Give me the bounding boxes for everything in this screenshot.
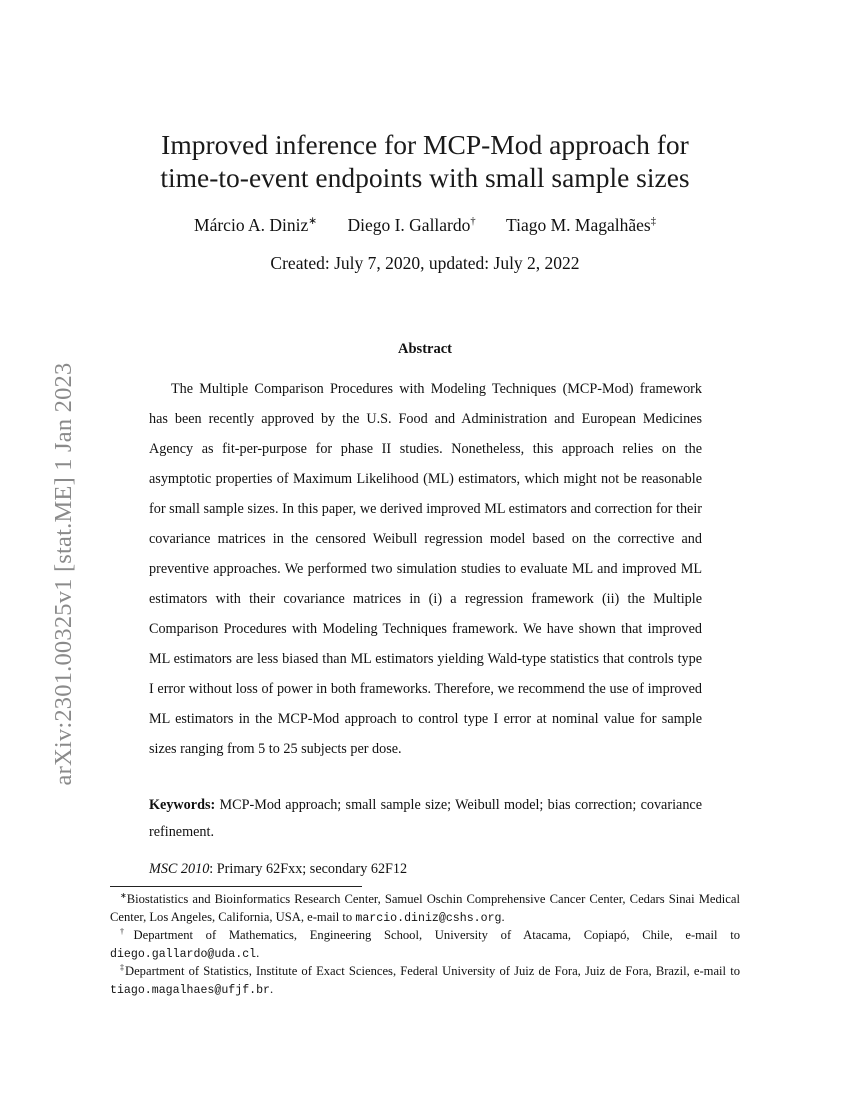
msc-classification <box>149 859 702 879</box>
author-1 <box>194 214 317 236</box>
author-footnote-mark[interactable]: ‡ <box>650 216 656 228</box>
footnote-mark: † <box>120 926 134 936</box>
keywords-text: MCP-Mod approach; small sample size; Weibull model; bias correction; covariance refinement. <box>149 797 703 840</box>
author-footnote-mark[interactable]: † <box>470 216 476 228</box>
author-3 <box>506 214 656 236</box>
footnote-end: . <box>256 945 260 960</box>
msc-text: : Primary 62Fxx; secondary 62F12 <box>209 861 408 877</box>
footnote-end: . <box>501 909 505 924</box>
footnotes <box>110 891 740 999</box>
keywords-block <box>149 792 702 846</box>
date-line: Created: July 7, 2020, updated: July 2, 2022 <box>270 253 580 273</box>
author-2 <box>347 214 475 236</box>
abstract-body: The Multiple Comparison Procedures with Modeling Techniques (MCP-Mod) framework has been recently approved by the U.S. Food and Administration and European Medicines Agency as fit-per-purpose for phase II studies. Nonetheless, this approach relies on the asymptotic properties of Maximum Likelihood (ML) estimators, which might not be reasonable for small sample sizes. In this paper, we derived improved ML estimators and correction for their covariance matrices in the censored Weibull regression model based on the corrective and preventive approaches. We performed two simulation studies to evaluate ML and improved ML estimators with their covariance matrices in (i) a regression framework (ii) the Multiple Comparison Procedures with Modeling Techniques framework. We have shown that improved ML estimators are less biased than ML estimators yielding Wald-type statistics that controls type I error without loss of power in both frameworks. Therefore, we recommend the use of improved ML estimators in the MCP-Mod approach to control type I error at nominal value for sample sizes ranging from 5 to 25 subjects per dose. <box>149 381 702 757</box>
footnote-text: Department of Statistics, Institute of Exact Sciences, Federal University of Juiz de Fora, Juiz de Fora, Brazil, e-mail to <box>125 964 740 978</box>
footnote-text: Department of Mathematics, Engineering School, University of Atacama, Copiapó, Chile, e-mail to <box>133 928 741 942</box>
email-link[interactable]: marcio.diniz@cshs.org <box>355 911 502 925</box>
email-link[interactable]: diego.gallardo@uda.cl <box>110 947 257 961</box>
arxiv-side-stamp: arXiv:2301.00325v1 [stat.ME] 1 Jan 2023 <box>50 362 77 786</box>
paper-title <box>110 128 740 194</box>
footnote-text: Biostatistics and Bioinformatics Research Center, Samuel Oschin Comprehensive Cancer Center, Cedars Sinai Medical Center, Los Angeles, California, USA, e-mail to <box>110 892 740 924</box>
title-line-1: Improved inference for MCP-Mod approach for <box>161 129 689 160</box>
footnote-2 <box>110 927 740 963</box>
footnote-3 <box>110 963 740 999</box>
abstract-heading: Abstract <box>398 341 452 357</box>
footnote-mark: ∗ <box>120 890 127 900</box>
author-name: Márcio A. Diniz <box>194 215 309 235</box>
footnote-divider <box>110 886 362 887</box>
footnote-1 <box>110 891 740 927</box>
footnote-end: . <box>270 981 274 996</box>
author-list <box>110 214 740 236</box>
email-link[interactable]: tiago.magalhaes@ufjf.br <box>110 983 271 997</box>
author-name: Tiago M. Magalhães <box>506 215 651 235</box>
author-footnote-mark[interactable]: ∗ <box>308 216 318 228</box>
footnote-mark: ‡ <box>120 962 125 972</box>
author-name: Diego I. Gallardo <box>347 215 471 235</box>
keywords-label: Keywords: <box>149 797 216 813</box>
title-line-2: time-to-event endpoints with small sample sizes <box>160 162 690 193</box>
msc-label: MSC 2010 <box>149 861 210 877</box>
